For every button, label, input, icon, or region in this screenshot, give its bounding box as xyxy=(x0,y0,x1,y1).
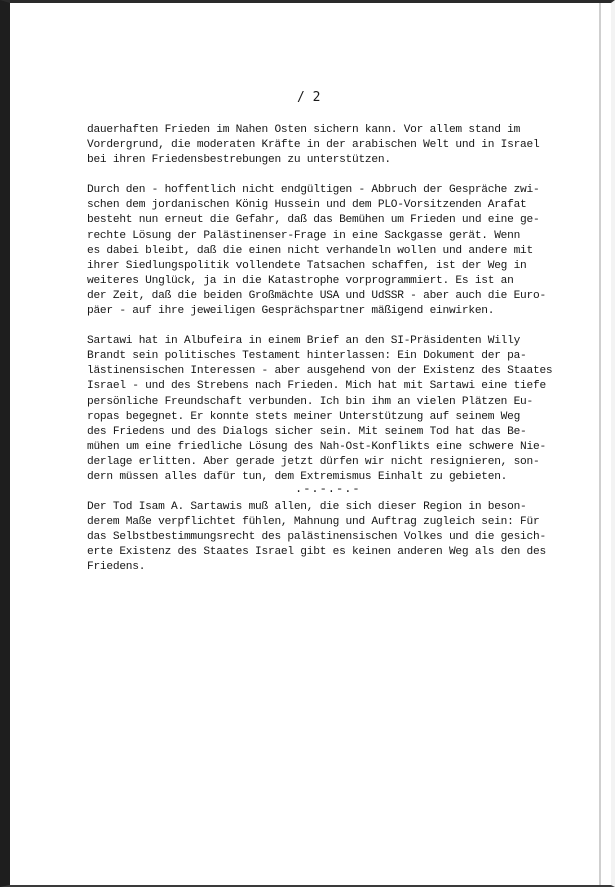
text-line: päer - auf ihre jeweiligen Gesprächspartner mäßigend einwirken. xyxy=(87,305,495,318)
paragraph-4 xyxy=(87,500,607,575)
text-line: des Friedens und des Dialogs sicher sein. Mit seinem Tod hat das Be- xyxy=(87,425,527,438)
text-line: Friedens. xyxy=(87,561,146,574)
text-line: rechte Lösung der Palästinenser-Frage in eine Sackgasse gerät. Wenn xyxy=(87,229,521,242)
text-line: lästinensischen Interessen - aber ausgehend von der Existenz des Staates xyxy=(87,365,553,378)
text-line: persönliche Freundschaft verbunden. Ich bin ihm an vielen Plätzen Eu- xyxy=(87,395,533,408)
text-line: derem Maße verpflichtet fühlen, Mahnung und Auftrag zugleich sein: Für xyxy=(87,516,540,529)
text-line: das Selbstbestimmungsrecht des palästinensischen Volkes und die gesich- xyxy=(87,531,546,544)
text-line: dauerhaften Frieden im Nahen Osten sichern kann. Vor allem stand im xyxy=(87,124,521,136)
text-line: der Zeit, daß die beiden Großmächte USA und UdSSR - aber auch die Euro- xyxy=(87,289,546,302)
text-line: Brandt sein politisches Testament hinterlassen: Ein Dokument der pa- xyxy=(87,350,527,363)
text-line: weiteres Unglück, ja in die Katastrophe vorprogrammiert. Es ist an xyxy=(87,274,514,287)
text-line: dern müssen alles dafür tun, dem Extremismus Einhalt zu gebieten. xyxy=(87,470,508,483)
text-line: erte Existenz des Staates Israel gibt es keinen anderen Weg als den des xyxy=(87,546,546,559)
page-number: / 2 xyxy=(297,90,321,105)
text-line: Durch den - hoffentlich nicht endgültigen - Abbruch der Gespräche zwi- xyxy=(87,184,540,197)
document-body xyxy=(87,123,607,591)
text-line: Der Tod Isam A. Sartawis muß allen, die sich dieser Region in beson- xyxy=(87,501,527,514)
paragraph-2 xyxy=(87,183,607,319)
text-line: bei ihren Friedensbestrebungen zu unterstützen. xyxy=(87,154,391,167)
text-line: schen dem jordanischen König Hussein und dem PLO-Vorsitzenden Arafat xyxy=(87,199,527,212)
text-line: es dabei bleibt, daß die einen nicht verhandeln wollen und andere mit xyxy=(87,244,533,257)
text-line: Sartawi hat in Albufeira in einem Brief an den SI-Präsidenten Willy xyxy=(87,335,521,348)
text-line: ihrer Siedlungspolitik vollendete Tatsachen schaffen, ist der Weg in xyxy=(87,259,527,272)
text-line: Vordergrund, die moderaten Kräfte in der arabischen Welt und in Israel xyxy=(87,139,540,152)
text-line: derlage erlitten. Aber gerade jetzt dürfen wir nicht resignieren, son- xyxy=(87,455,540,468)
closing-mark: .-.-.-.- xyxy=(295,482,361,496)
text-line: mühen um eine friedliche Lösung des Nah-Ost-Konflikts eine schwere Nie- xyxy=(87,440,546,453)
text-line: Israel - und des Strebens nach Frieden. Mich hat mit Sartawi eine tiefe xyxy=(87,380,546,393)
paragraph-1 xyxy=(87,123,607,168)
paragraph-3 xyxy=(87,334,607,485)
text-line: ropas begegnet. Er konnte stets meiner Unterstützung auf seinem Weg xyxy=(87,410,521,423)
text-line: besteht nun erneut die Gefahr, daß das Bemühen um Frieden und eine ge- xyxy=(87,214,540,227)
